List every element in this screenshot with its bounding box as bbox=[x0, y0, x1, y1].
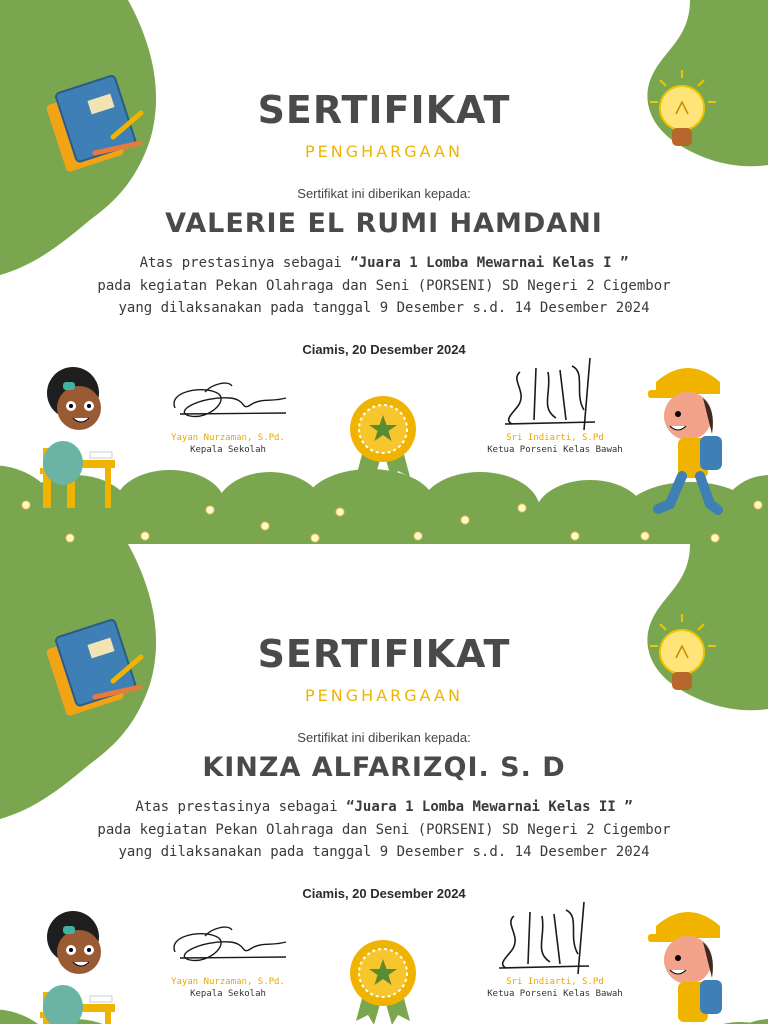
event-line: pada kegiatan Pekan Olahraga dan Seni (PORSENI) SD Negeri 2 Cigembor bbox=[97, 822, 671, 838]
signer-1-role: Kepala Sekolah bbox=[190, 445, 266, 455]
date-range-line: yang dilaksanakan pada tanggal 9 Desember s.d. 14 Desember 2024 bbox=[118, 300, 650, 316]
bushes bbox=[0, 465, 768, 544]
recipient-name: KINZA ALFARIZQI. S. D bbox=[202, 752, 566, 783]
boy-student-icon bbox=[648, 912, 722, 1022]
bushes bbox=[0, 1009, 768, 1024]
award-title: “Juara 1 Lomba Mewarnai Kelas I ” bbox=[350, 255, 629, 271]
signer-1-name: Yayan Nurzaman, S.Pd. bbox=[171, 977, 285, 987]
certificate-title: SERTIFIKAT bbox=[257, 88, 511, 132]
given-to-label: Sertifikat ini diberikan kepada: bbox=[297, 186, 471, 201]
recipient-name: VALERIE EL RUMI HAMDANI bbox=[165, 208, 603, 239]
signer-2-role: Ketua Porseni Kelas Bawah bbox=[487, 445, 623, 455]
signature-1 bbox=[174, 383, 286, 416]
place-date: Ciamis, 20 Desember 2024 bbox=[302, 342, 466, 357]
certificate-title: SERTIFIKAT bbox=[257, 632, 511, 676]
achievement-prefix: Atas prestasinya sebagai bbox=[135, 799, 347, 815]
medal-icon bbox=[350, 940, 416, 1024]
certificate-2-decoration bbox=[0, 544, 768, 1024]
signature-2 bbox=[499, 902, 589, 974]
award-title: “Juara 1 Lomba Mewarnai Kelas II ” bbox=[346, 799, 633, 815]
achievement-line bbox=[0, 799, 768, 815]
signer-2-name: Sri Indiarti, S.Pd bbox=[506, 433, 604, 443]
signature-1 bbox=[174, 927, 286, 960]
medal-icon bbox=[350, 396, 416, 481]
signer-1-name: Yayan Nurzaman, S.Pd. bbox=[171, 433, 285, 443]
achievement-line bbox=[0, 255, 768, 271]
certificate-subtitle: PENGHARGAAN bbox=[305, 686, 463, 705]
place-date: Ciamis, 20 Desember 2024 bbox=[302, 886, 466, 901]
certificate-subtitle: PENGHARGAAN bbox=[305, 142, 463, 161]
certificate-2 bbox=[0, 544, 768, 1024]
signer-2-role: Ketua Porseni Kelas Bawah bbox=[487, 989, 623, 999]
girl-studying-icon bbox=[40, 911, 115, 1024]
signer-1-role: Kepala Sekolah bbox=[190, 989, 266, 999]
event-line: pada kegiatan Pekan Olahraga dan Seni (PORSENI) SD Negeri 2 Cigembor bbox=[97, 278, 671, 294]
signer-2-name: Sri Indiarti, S.Pd bbox=[506, 977, 604, 987]
signature-2 bbox=[505, 358, 595, 430]
date-range-line: yang dilaksanakan pada tanggal 9 Desember s.d. 14 Desember 2024 bbox=[118, 844, 650, 860]
given-to-label: Sertifikat ini diberikan kepada: bbox=[297, 730, 471, 745]
achievement-prefix: Atas prestasinya sebagai bbox=[139, 255, 351, 271]
